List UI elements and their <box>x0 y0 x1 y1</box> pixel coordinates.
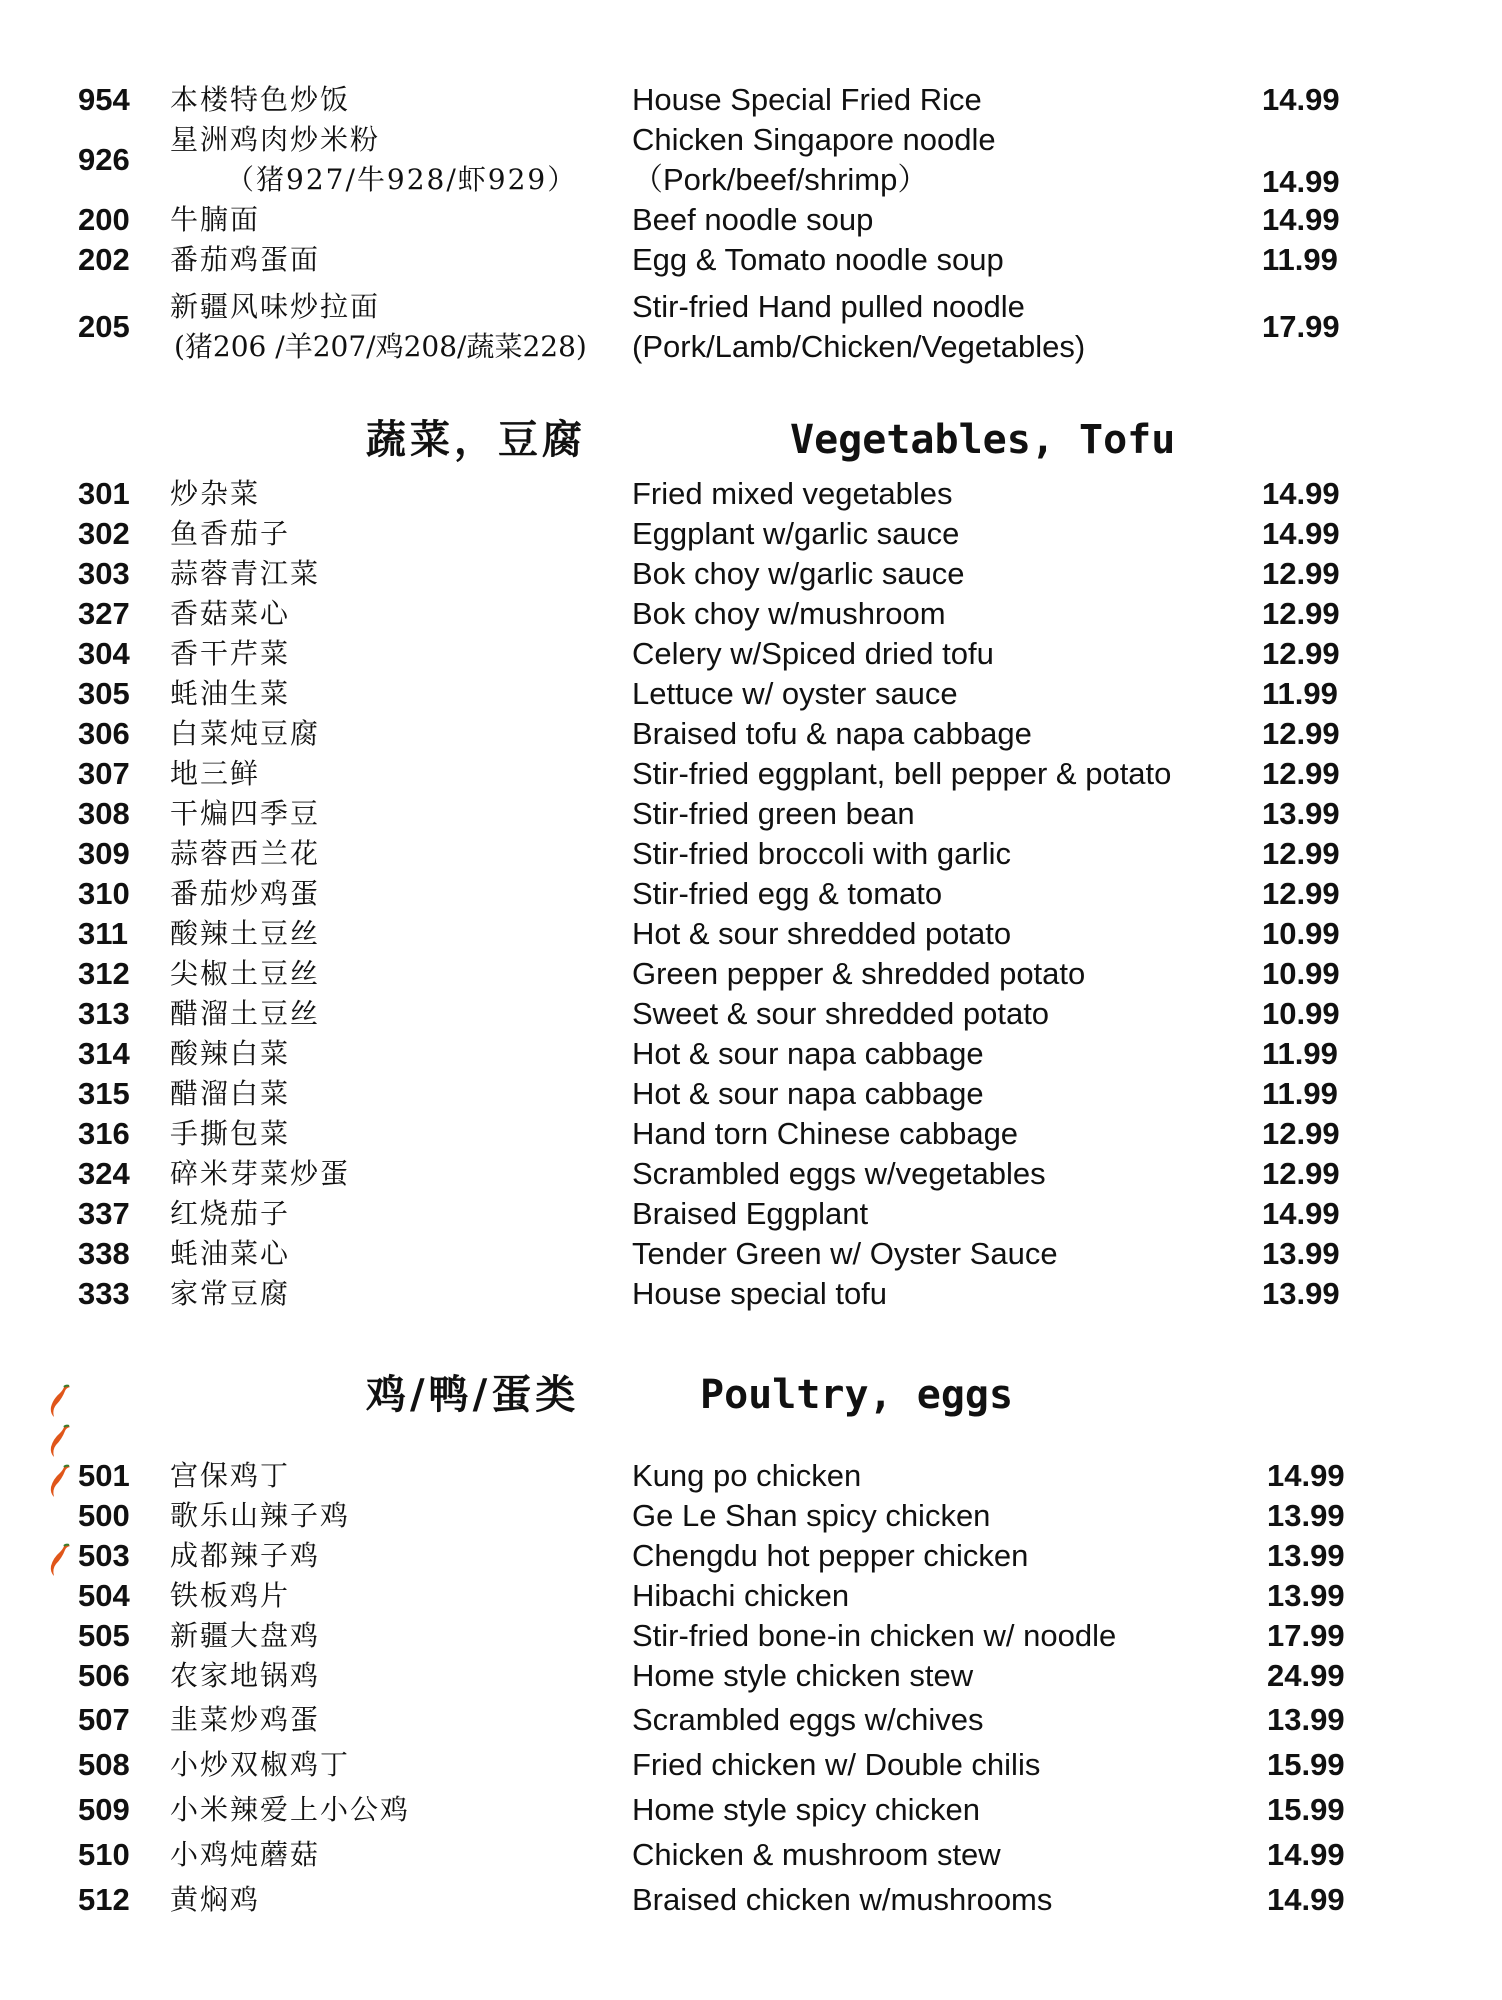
item-price: 13.99 <box>1267 1538 1345 1573</box>
item-number: 505 <box>78 1618 130 1653</box>
item-name-en: House special tofu <box>632 1276 888 1311</box>
menu-item <box>0 1745 1502 1785</box>
menu-item <box>0 474 1502 514</box>
item-price: 12.99 <box>1262 836 1340 871</box>
item-price: 14.99 <box>1262 164 1340 199</box>
item-name-zh: 星洲鸡肉炒米粉 <box>170 123 381 156</box>
item-number: 304 <box>78 636 130 671</box>
item-name-zh: 蒜蓉青江菜 <box>170 557 321 590</box>
menu-item <box>0 1880 1502 1920</box>
item-options-en: （Pork/beef/shrimp） <box>632 162 929 197</box>
menu-item <box>0 994 1502 1034</box>
item-number: 303 <box>78 556 130 591</box>
item-name-zh: 新疆大盘鸡 <box>170 1619 321 1652</box>
item-number: 500 <box>78 1498 130 1533</box>
section-title-en: Poultry, eggs <box>700 1372 1014 1418</box>
item-name-en: Celery w/Spiced dried tofu <box>632 636 994 671</box>
item-name-en: Green pepper & shredded potato <box>632 956 1086 991</box>
menu-item <box>0 1700 1502 1740</box>
item-number: 200 <box>78 202 130 237</box>
item-number: 510 <box>78 1837 130 1872</box>
item-number: 507 <box>78 1702 130 1737</box>
item-name-en: Stir-fried eggplant, bell pepper & potato <box>632 756 1172 791</box>
item-price: 12.99 <box>1262 876 1340 911</box>
item-name-zh: 干煸四季豆 <box>170 797 321 830</box>
menu-item <box>0 1114 1502 1154</box>
item-name-zh: 醋溜土豆丝 <box>170 997 321 1030</box>
item-name-zh: 酸辣白菜 <box>170 1037 291 1070</box>
menu-item <box>0 120 1502 200</box>
item-name-zh: 碎米芽菜炒蛋 <box>170 1157 351 1190</box>
item-number: 333 <box>78 1276 130 1311</box>
item-number: 324 <box>78 1156 130 1191</box>
item-name-zh: 红烧茄子 <box>170 1197 291 1230</box>
item-number: 503 <box>78 1538 130 1573</box>
item-price: 12.99 <box>1262 1116 1340 1151</box>
item-name-zh: 鱼香茄子 <box>170 517 291 550</box>
item-price: 14.99 <box>1267 1882 1345 1917</box>
item-name-zh: 醋溜白菜 <box>170 1077 291 1110</box>
item-price: 10.99 <box>1262 996 1340 1031</box>
item-options-zh: (猪206 /羊207/鸡208/蔬菜228) <box>174 330 587 363</box>
chili-pepper-icon <box>48 1463 74 1503</box>
item-price: 15.99 <box>1267 1747 1345 1782</box>
menu-item <box>0 1194 1502 1234</box>
menu-item <box>0 514 1502 554</box>
item-options-en: (Pork/Lamb/Chicken/Vegetables) <box>632 329 1086 364</box>
item-price: 24.99 <box>1267 1658 1345 1693</box>
menu-item <box>0 754 1502 794</box>
item-name-zh: 本楼特色炒饭 <box>170 83 351 116</box>
menu-item <box>0 200 1502 240</box>
item-name-en: Scrambled eggs w/vegetables <box>632 1156 1046 1191</box>
menu-item <box>0 954 1502 994</box>
item-price: 15.99 <box>1267 1792 1345 1827</box>
item-name-zh: 番茄炒鸡蛋 <box>170 877 321 910</box>
item-name-zh: 番茄鸡蛋面 <box>170 243 321 276</box>
item-name-en: Ge Le Shan spicy chicken <box>632 1498 991 1533</box>
menu-item <box>0 554 1502 594</box>
item-name-zh: 铁板鸡片 <box>170 1579 291 1612</box>
item-name-en: Bok choy w/garlic sauce <box>632 556 965 591</box>
section-title-zh: 蔬菜，豆腐 <box>366 416 586 463</box>
item-price: 13.99 <box>1262 796 1340 831</box>
item-name-en: Hot & sour shredded potato <box>632 916 1012 951</box>
item-number: 512 <box>78 1882 130 1917</box>
item-number: 308 <box>78 796 130 831</box>
item-name-en: Stir-fried green bean <box>632 796 915 831</box>
item-name-en: Stir-fried egg & tomato <box>632 876 943 911</box>
item-price: 12.99 <box>1262 556 1340 591</box>
item-price: 14.99 <box>1262 82 1340 117</box>
item-name-en: Fried chicken w/ Double chilis <box>632 1747 1041 1782</box>
item-name-en: Beef noodle soup <box>632 202 874 237</box>
item-price: 11.99 <box>1262 676 1338 711</box>
item-price: 17.99 <box>1267 1618 1345 1653</box>
menu-item <box>0 1616 1502 1656</box>
item-name-zh: 香干芹菜 <box>170 637 291 670</box>
item-number: 954 <box>78 82 130 117</box>
item-number: 301 <box>78 476 130 511</box>
item-name-en: Stir-fried bone-in chicken w/ noodle <box>632 1618 1117 1653</box>
item-number: 202 <box>78 242 130 277</box>
item-name-en: Braised tofu & napa cabbage <box>632 716 1032 751</box>
item-name-zh: 炒杂菜 <box>170 477 261 510</box>
item-number: 926 <box>78 142 130 177</box>
item-name-zh: 酸辣土豆丝 <box>170 917 321 950</box>
menu-item <box>0 594 1502 634</box>
section-header-vegetables <box>0 410 1502 470</box>
item-price: 12.99 <box>1262 1156 1340 1191</box>
item-number: 306 <box>78 716 130 751</box>
item-name-zh: 地三鲜 <box>170 757 261 790</box>
item-name-en: Sweet & sour shredded potato <box>632 996 1050 1031</box>
item-price: 13.99 <box>1267 1498 1345 1533</box>
item-number: 337 <box>78 1196 130 1231</box>
item-name-en: Hot & sour napa cabbage <box>632 1076 984 1111</box>
item-number: 310 <box>78 876 130 911</box>
item-name-en: Stir-fried Hand pulled noodle <box>632 289 1025 324</box>
item-name-zh: 小鸡炖蘑菇 <box>170 1838 321 1871</box>
item-number: 309 <box>78 836 130 871</box>
item-price: 13.99 <box>1262 1236 1340 1271</box>
item-name-zh: 韭菜炒鸡蛋 <box>170 1703 321 1736</box>
item-price: 11.99 <box>1262 1076 1338 1111</box>
item-number: 327 <box>78 596 130 631</box>
item-price: 12.99 <box>1262 756 1340 791</box>
item-price: 12.99 <box>1262 636 1340 671</box>
item-number: 504 <box>78 1578 130 1613</box>
item-price: 13.99 <box>1267 1578 1345 1613</box>
item-name-en: Eggplant w/garlic sauce <box>632 516 960 551</box>
menu-item <box>0 1234 1502 1274</box>
item-price: 14.99 <box>1262 202 1340 237</box>
item-name-en: Home style spicy chicken <box>632 1792 981 1827</box>
chili-pepper-icon <box>48 1383 74 1423</box>
item-name-en: Egg & Tomato noodle soup <box>632 242 1004 277</box>
menu-item <box>0 874 1502 914</box>
item-number: 313 <box>78 996 130 1031</box>
menu-item <box>0 287 1502 367</box>
menu-item <box>0 914 1502 954</box>
menu-item <box>0 80 1502 120</box>
item-price: 14.99 <box>1262 1196 1340 1231</box>
item-name-zh: 成都辣子鸡 <box>170 1539 321 1572</box>
item-number: 312 <box>78 956 130 991</box>
menu-item <box>0 1576 1502 1616</box>
item-name-zh: 农家地锅鸡 <box>170 1659 321 1692</box>
item-price: 13.99 <box>1267 1702 1345 1737</box>
item-number: 315 <box>78 1076 130 1111</box>
item-price: 14.99 <box>1267 1458 1345 1493</box>
item-name-en: Hand torn Chinese cabbage <box>632 1116 1019 1151</box>
menu-item <box>0 1154 1502 1194</box>
item-name-en: Braised chicken w/mushrooms <box>632 1882 1053 1917</box>
item-name-zh: 香菇菜心 <box>170 597 291 630</box>
item-number: 509 <box>78 1792 130 1827</box>
menu-item <box>0 1074 1502 1114</box>
menu-item <box>0 1456 1502 1496</box>
item-number: 314 <box>78 1036 130 1071</box>
item-name-zh: 家常豆腐 <box>170 1277 291 1310</box>
item-price: 12.99 <box>1262 596 1340 631</box>
menu-item <box>0 1790 1502 1830</box>
item-name-en: Chengdu hot pepper chicken <box>632 1538 1029 1573</box>
item-number: 311 <box>78 916 129 951</box>
item-options-zh: （猪927/牛928/虾929） <box>226 163 578 196</box>
menu-item <box>0 1656 1502 1696</box>
item-price: 11.99 <box>1262 242 1338 277</box>
item-number: 302 <box>78 516 130 551</box>
item-name-zh: 新疆风味炒拉面 <box>170 290 381 323</box>
item-name-zh: 小炒双椒鸡丁 <box>170 1748 351 1781</box>
item-name-zh: 蒜蓉西兰花 <box>170 837 321 870</box>
item-name-zh: 白菜炖豆腐 <box>170 717 321 750</box>
item-name-en: Stir-fried broccoli with garlic <box>632 836 1011 871</box>
item-name-zh: 蚝油生菜 <box>170 677 291 710</box>
section-title-en: Vegetables, Tofu <box>790 417 1176 463</box>
item-price: 13.99 <box>1262 1276 1340 1311</box>
item-number: 305 <box>78 676 130 711</box>
item-number: 338 <box>78 1236 130 1271</box>
item-name-en: Fried mixed vegetables <box>632 476 953 511</box>
chili-pepper-icon <box>48 1423 74 1463</box>
item-name-en: Chicken Singapore noodle <box>632 122 996 157</box>
menu-item <box>0 1536 1502 1576</box>
item-name-zh: 尖椒土豆丝 <box>170 957 321 990</box>
menu-item <box>0 1274 1502 1314</box>
section-header-poultry <box>0 1365 1502 1425</box>
menu-item <box>0 240 1502 280</box>
item-number: 307 <box>78 756 130 791</box>
item-name-en: House Special Fried Rice <box>632 82 982 117</box>
item-name-en: Lettuce w/ oyster sauce <box>632 676 958 711</box>
menu-item <box>0 794 1502 834</box>
item-name-zh: 手撕包菜 <box>170 1117 291 1150</box>
item-name-en: Hibachi chicken <box>632 1578 850 1613</box>
item-price: 17.99 <box>1262 309 1340 344</box>
item-name-en: Braised Eggplant <box>632 1196 869 1231</box>
item-name-zh: 宫保鸡丁 <box>170 1459 291 1492</box>
chili-pepper-icon <box>48 1542 74 1582</box>
item-price: 12.99 <box>1262 716 1340 751</box>
item-price: 10.99 <box>1262 916 1340 951</box>
item-number: 316 <box>78 1116 130 1151</box>
menu-item <box>0 834 1502 874</box>
item-name-zh: 小米辣爱上小公鸡 <box>170 1793 411 1826</box>
menu-item <box>0 714 1502 754</box>
item-name-zh: 歌乐山辣子鸡 <box>170 1499 351 1532</box>
item-name-zh: 黄焖鸡 <box>170 1883 261 1916</box>
section-title-zh: 鸡/鸭/蛋类 <box>366 1371 580 1418</box>
item-price: 14.99 <box>1267 1837 1345 1872</box>
item-name-en: Home style chicken stew <box>632 1658 974 1693</box>
item-price: 14.99 <box>1262 476 1340 511</box>
item-name-en: Hot & sour napa cabbage <box>632 1036 984 1071</box>
item-name-en: Bok choy w/mushroom <box>632 596 946 631</box>
item-price: 11.99 <box>1262 1036 1338 1071</box>
item-name-en: Scrambled eggs w/chives <box>632 1702 984 1737</box>
item-number: 501 <box>78 1458 130 1493</box>
menu-item <box>0 1034 1502 1074</box>
menu-item <box>0 634 1502 674</box>
item-name-zh: 蚝油菜心 <box>170 1237 291 1270</box>
menu-item <box>0 674 1502 714</box>
item-price: 10.99 <box>1262 956 1340 991</box>
item-number: 506 <box>78 1658 130 1693</box>
item-name-en: Tender Green w/ Oyster Sauce <box>632 1236 1058 1271</box>
item-name-en: Chicken & mushroom stew <box>632 1837 1001 1872</box>
menu-item <box>0 1496 1502 1536</box>
item-number: 205 <box>78 309 130 344</box>
item-number: 508 <box>78 1747 130 1782</box>
item-name-en: Kung po chicken <box>632 1458 862 1493</box>
item-name-zh: 牛腩面 <box>170 203 261 236</box>
menu-item <box>0 1835 1502 1875</box>
item-price: 14.99 <box>1262 516 1340 551</box>
